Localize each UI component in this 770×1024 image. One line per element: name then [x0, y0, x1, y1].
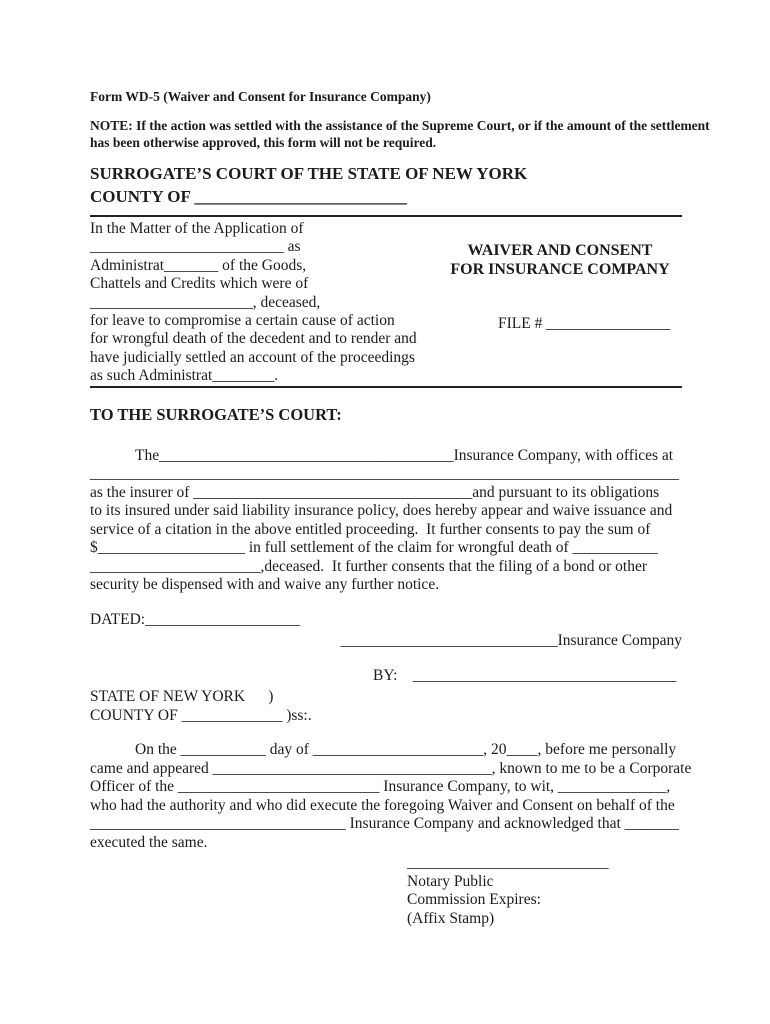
consent-paragraph — [90, 447, 682, 595]
decedent-field: ______________________,deceased. It further consents that the filing of a bond or other — [90, 557, 648, 575]
note-text-line: has been otherwise approved, this form will not be required. — [90, 134, 437, 150]
appeared-name-field: came and appeared ____________________________________, known to me to be a Corporate — [90, 759, 692, 777]
corporate-officer-field: Officer of the __________________________ Insurance Company, to wit, ______________, — [90, 778, 671, 796]
case-caption — [90, 215, 682, 388]
document-content — [90, 0, 710, 928]
affix-stamp-label: (Affix Stamp) — [407, 909, 495, 927]
county-field: COUNTY OF _________________________ — [90, 186, 408, 206]
caption-line: have judicially settled an account of the proceedings — [90, 348, 415, 366]
acknowledgment-line: who had the authority and who did execute the foregoing Waiver and Consent on behalf of the — [90, 796, 675, 814]
notary-signature-line: __________________________ — [407, 854, 609, 872]
commission-expires-label: Commission Expires: — [407, 891, 541, 909]
notary-public-label: Notary Public — [407, 872, 494, 890]
insurance-company-name-field: The______________________________________Insurance Company, with offices at — [135, 446, 674, 464]
offices-address-field: ____________________________________________________________________________ — [90, 465, 679, 483]
paragraph-line: security be dispensed with and waive any further notice. — [90, 576, 440, 594]
court-title: SURROGATE’S COURT OF THE STATE OF NEW YORK — [90, 164, 528, 183]
file-number-field: FILE # ________________ — [498, 315, 671, 332]
document-title — [410, 241, 710, 279]
paragraph-line: service of a citation in the above entitled proceeding. It further consents to pay the sum of — [90, 520, 651, 538]
document-title-line: WAIVER AND CONSENT — [467, 242, 653, 259]
acknowledgment-date-field: On the ___________ day of ______________________, 20____, before me personally — [135, 741, 677, 759]
caption-line: Chattels and Credits which were of — [90, 275, 309, 293]
notary-block — [407, 854, 682, 928]
court-heading — [90, 163, 682, 208]
salutation-heading: TO THE SURROGATE’S COURT: — [90, 404, 342, 424]
acknowledgment-line: executed the same. — [90, 833, 208, 851]
insured-name-field: as the insurer of ____________________________________and pursuant to its obligations — [90, 483, 660, 501]
caption-line: for wrongful death of the decedent and to render and — [90, 330, 417, 348]
dated-field: DATED:____________________ — [90, 610, 301, 628]
petitioner-name-field: _________________________ as — [90, 238, 301, 256]
county-ss-field: COUNTY OF _____________ )ss:. — [90, 706, 312, 724]
caption-line: In the Matter of the Application of — [90, 220, 304, 237]
acknowledgment-paragraph — [90, 741, 692, 852]
settlement-amount-field: $___________________ in full settlement of the claim for wrongful death of ___________ — [90, 539, 658, 557]
note-block — [90, 118, 710, 151]
paragraph-line: to its insured under said liability insurance policy, does hereby appear and waive issuance and — [90, 502, 673, 520]
by-signature-field: BY: __________________________________ — [373, 666, 677, 684]
acknowledged-company-field: _________________________________ Insurance Company and acknowledged that _______ — [90, 815, 679, 833]
document-title-line: FOR INSURANCE COMPANY — [450, 261, 670, 278]
note-text-line: NOTE: If the action was settled with the assistance of the Supreme Court, or if the amount of the settlement — [90, 118, 710, 133]
caption-line: for leave to compromise a certain cause of action — [90, 312, 395, 330]
administrator-field: Administrat_______ of the Goods, — [90, 256, 307, 274]
state-of-new-york-line: STATE OF NEW YORK ) — [90, 688, 274, 706]
administrator-suffix-field: as such Administrat________. — [90, 367, 279, 385]
form-number-label: Form WD-5 (Waiver and Consent for Insurance Company) — [90, 89, 431, 104]
insurance-company-signature-line: ____________________________Insurance Company — [340, 632, 682, 650]
decedent-name-field: _____________________, deceased, — [90, 293, 321, 311]
